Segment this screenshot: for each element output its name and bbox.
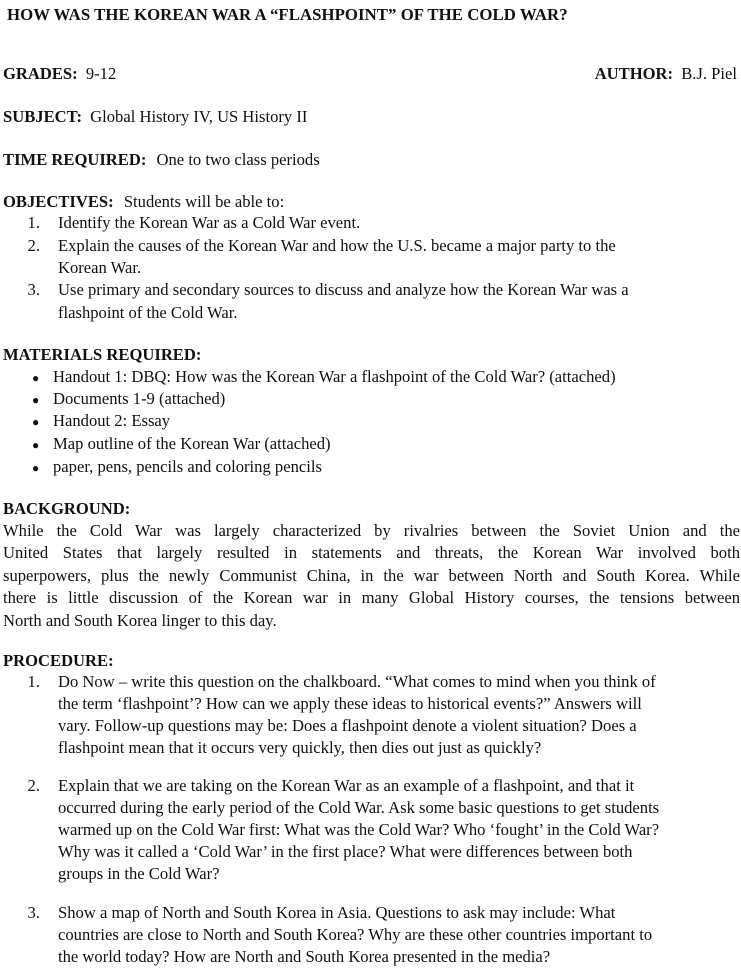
list-text: vary. Follow-up questions may be: Does a flashpoint denote a violent situation? Does a xyxy=(58,716,637,735)
list-text: Map outline of the Korean War (attached) xyxy=(53,434,331,453)
document-title: HOW WAS THE KOREAN WAR A “FLASHPOINT” OF THE COLD WAR? xyxy=(7,5,568,24)
list-text: Identify the Korean War as a Cold War event. xyxy=(58,213,361,232)
list-text: paper, pens, pencils and coloring pencils xyxy=(53,457,322,476)
bullet-icon: ● xyxy=(32,438,40,452)
background-heading: BACKGROUND: xyxy=(3,499,131,518)
list-number: 2. xyxy=(27,776,40,795)
list-text: the term ‘flashpoint’? How can we apply these ideas to historical events?” Answers will xyxy=(58,694,642,713)
objectives-heading xyxy=(3,191,284,214)
list-text: warmed up on the Cold War first: What was the Cold War? Who ‘fought’ in the Cold War? xyxy=(58,820,660,839)
list-number: 3. xyxy=(27,280,40,299)
list-text: the world today? How are North and South Korea presented in the media? xyxy=(58,947,551,966)
materials-heading: MATERIALS REQUIRED: xyxy=(3,345,202,364)
bullet-icon: ● xyxy=(32,393,40,407)
author-value: B.J. Piel xyxy=(681,64,737,83)
list-text: Do Now – write this question on the chalkboard. “What comes to mind when you think of xyxy=(58,672,656,691)
list-number: 2. xyxy=(27,236,40,255)
time-required-value: One to two class periods xyxy=(156,150,320,169)
paragraph-line: While the Cold War was largely characterized by rivalries between the Soviet Union and the xyxy=(3,521,740,540)
time-required-line xyxy=(3,149,320,172)
paragraph-line: there is little discussion of the Korean war in many Global History courses, the tensions between xyxy=(3,588,740,608)
list-text: countries are close to North and South Korea? Why are these other countries important to xyxy=(58,925,653,944)
list-text: occurred during the early period of the Cold War. Ask some basic questions to get students xyxy=(58,798,660,817)
paragraph-line: North and South Korea linger to this day. xyxy=(3,610,277,630)
list-text: Handout 2: Essay xyxy=(53,411,171,430)
subject-line xyxy=(3,106,307,129)
author-line xyxy=(595,63,737,86)
list-number: 1. xyxy=(27,213,40,232)
list-text: Documents 1-9 (attached) xyxy=(53,389,226,408)
list-text: Explain that we are taking on the Korean War as an example of a flashpoint, and that it xyxy=(58,776,635,795)
bullet-icon: ● xyxy=(32,461,40,475)
paragraph-line: superpowers, plus the newly Communist China, in the war between North and South Korea. While xyxy=(3,565,740,585)
author-label: AUTHOR: xyxy=(594,64,674,83)
list-text: Why was it called a ‘Cold War’ in the first place? What were differences between both xyxy=(58,842,633,861)
paragraph-line: United States that largely resulted in statements and threats, the Korean War involved both xyxy=(3,543,740,563)
list-text: Korean War. xyxy=(58,258,142,277)
list-text: Explain the causes of the Korean War and how the U.S. became a major party to the xyxy=(58,236,616,255)
list-number: 1. xyxy=(27,672,40,691)
list-number: 3. xyxy=(27,903,40,922)
grades-label: GRADES: xyxy=(3,64,78,83)
objectives-intro: Students will be able to: xyxy=(123,192,285,211)
bullet-icon: ● xyxy=(32,415,40,429)
list-text: flashpoint mean that it occurs very quickly, then dies out just as quickly? xyxy=(58,738,542,757)
grades-line xyxy=(3,63,116,86)
list-text: Show a map of North and South Korea in Asia. Questions to ask may include: What xyxy=(58,903,616,922)
objectives-label: OBJECTIVES: xyxy=(3,192,114,211)
grades-value: 9-12 xyxy=(85,64,117,83)
list-text: Handout 1: DBQ: How was the Korean War a flashpoint of the Cold War? (attached) xyxy=(53,367,616,386)
list-text: groups in the Cold War? xyxy=(58,864,220,883)
time-required-label: TIME REQUIRED: xyxy=(3,150,147,169)
subject-label: SUBJECT: xyxy=(3,107,82,126)
bullet-icon: ● xyxy=(32,371,40,385)
list-text: Use primary and secondary sources to discuss and analyze how the Korean War was a xyxy=(58,280,629,299)
procedure-heading: PROCEDURE: xyxy=(3,651,114,670)
subject-value: Global History IV, US History II xyxy=(90,107,308,126)
background-paragraph xyxy=(3,520,740,632)
list-text: flashpoint of the Cold War. xyxy=(58,303,238,322)
